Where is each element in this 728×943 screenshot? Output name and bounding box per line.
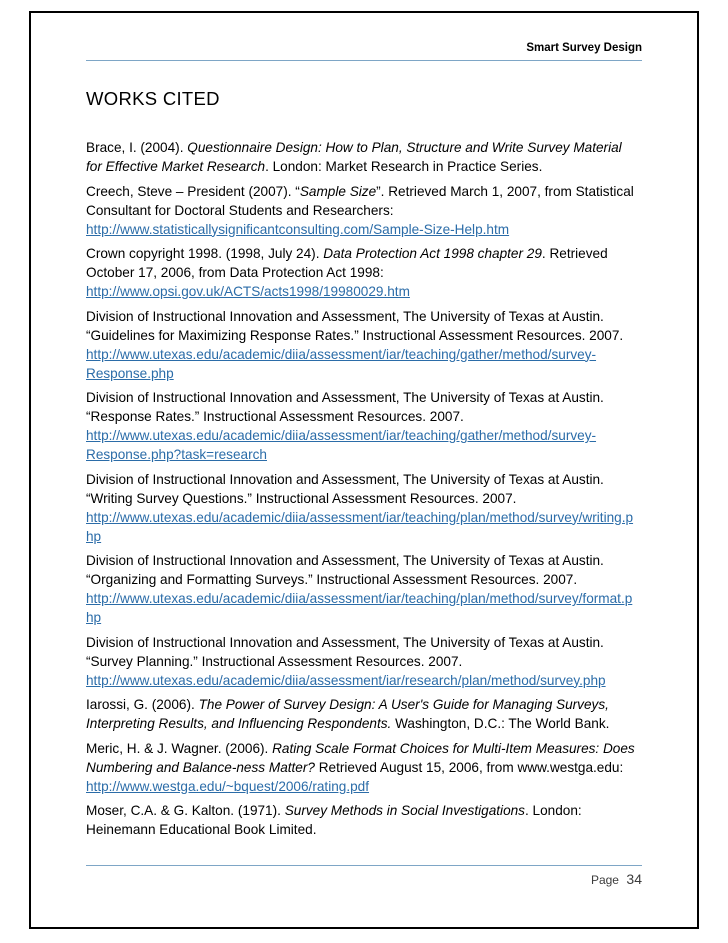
citation-link[interactable]: http://www.utexas.edu/academic/diia/assessment/iar/teaching/gather/method/survey- [86,346,597,362]
citation-line [86,589,646,608]
citation-text: Division of Instructional Innovation and Assessment, The University of Texas at Austin. [86,308,604,324]
citation-title: Survey Methods in Social Investigations [284,803,525,818]
citation-text: Iarossi, G. (2006). [86,697,199,712]
citation-entry [86,244,646,301]
citation-text: . Retrieved [541,246,608,261]
citation-title: Numbering and Balance-ness Matter? [86,759,315,775]
citation-text: “Response Rates.” Instructional Assessment Resources. 2007. [86,409,464,424]
citation-entry [86,307,646,383]
citation-text: Retrieved August 15, 2006, from www.westga.edu: [314,759,624,775]
citation-line [86,758,646,777]
citation-line [86,695,646,714]
citation-link[interactable]: http://www.utexas.edu/academic/diia/assessment/iar/teaching/plan/method/survey/format.p [86,591,633,606]
citation-link[interactable]: http://www.utexas.edu/academic/diia/assessment/iar/teaching/gather/method/survey- [86,428,597,443]
citation-text: “Writing Survey Questions.” Instructional Assessment Resources. 2007. [86,490,517,506]
citation-link[interactable]: http://www.utexas.edu/academic/diia/assessment/iar/research/plan/method/survey.php [86,672,606,688]
citation-line [86,470,646,489]
citation-text: October 17, 2006, from Data Protection Act 1998: [86,265,384,280]
citation-entry [86,801,646,839]
citation-link[interactable]: Response.php?task=research [86,447,267,462]
citation-entry [86,551,646,627]
citation-text: “Guidelines for Maximizing Response Rates.” Instructional Assessment Resources. 2007. [86,327,624,343]
citation-text: . London: Market Research in Practice Series. [265,159,543,174]
citation-line [86,777,646,796]
citation-title: Sample Size [299,183,377,199]
citation-text: “Survey Planning.” Instructional Assessment Resources. 2007. [86,653,463,669]
citation-line [86,426,646,445]
citation-entry [86,388,646,464]
citation-line [86,182,646,201]
citation-text: “Organizing and Formatting Surveys.” Instructional Assessment Resources. 2007. [86,572,578,587]
citation-line [86,608,646,627]
citation-line [86,220,646,239]
citation-title: Rating Scale Format Choices for Multi-Item Measures: Does [272,740,635,756]
citation-line [86,282,646,301]
citation-line [86,820,646,839]
citation-line [86,445,646,464]
citation-line [86,157,646,176]
citation-text: Creech, Steve – President (2007). “ [86,183,300,199]
citation-line [86,652,646,671]
citation-line [86,801,646,820]
citation-text: Brace, I. (2004). [86,140,188,155]
running-header-title: Smart Survey Design [526,42,642,54]
citation-line [86,307,646,326]
citation-title: Interpreting Results, and Influencing Respondents. [86,716,392,731]
citation-title: for Effective Market Research [86,159,266,174]
footer-rule [86,865,642,866]
citation-link[interactable]: hp [86,610,102,625]
citation-entry [86,633,646,690]
citation-text: Crown copyright 1998. (1998, July 24). [86,246,324,261]
citation-title: Data Protection Act 1998 chapter 29 [323,246,542,261]
citation-link[interactable]: Response.php [86,365,174,381]
page-footer [591,871,642,889]
citation-entry [86,138,646,176]
page-label: Page [590,873,619,887]
citation-line [86,570,646,589]
citation-text: Heinemann Educational Book Limited. [86,822,317,837]
citation-entry [86,739,646,796]
citation-line [86,527,646,546]
citation-entry [86,182,646,239]
citation-line [86,138,646,157]
citation-line [86,633,646,652]
citation-text: . London: [524,803,582,818]
citation-link[interactable]: http://www.opsi.gov.uk/ACTS/acts1998/19980029.htm [86,284,410,299]
header-rule [86,60,642,61]
page-number: 34 [626,871,642,887]
citation-text: Moser, C.A. & G. Kalton. (1971). [86,803,285,818]
citation-line [86,201,646,220]
citation-line [86,714,646,733]
citation-line [86,671,646,690]
citation-text: Division of Instructional Innovation and Assessment, The University of Texas at Austin. [86,390,604,405]
citation-line [86,407,646,426]
citation-line [86,364,646,383]
citation-text: Meric, H. & J. Wagner. (2006). [86,740,273,756]
citation-line [86,244,646,263]
citation-line [86,489,646,508]
citation-text: Washington, D.C.: The World Bank. [391,716,610,731]
citation-link[interactable]: hp [86,528,102,544]
citation-text: ”. Retrieved March 1, 2007, from Statistical [376,183,634,199]
citation-entry [86,695,646,733]
page-heading: WORKS CITED [86,88,220,109]
citation-text: Division of Instructional Innovation and Assessment, The University of Texas at Austin. [86,471,604,487]
citation-title: Questionnaire Design: How to Plan, Structure and Write Survey Material [187,140,622,155]
citation-text: Division of Instructional Innovation and Assessment, The University of Texas at Austin. [86,553,604,568]
citation-link[interactable]: http://www.statisticallysignificantconsulting.com/Sample-Size-Help.htm [86,221,510,237]
citation-line [86,263,646,282]
citation-line [86,345,646,364]
citation-link[interactable]: http://www.utexas.edu/academic/diia/assessment/iar/teaching/plan/method/survey/writing.p [86,509,634,525]
citation-text: Division of Instructional Innovation and Assessment, The University of Texas at Austin. [86,634,604,650]
works-cited-list [86,138,646,845]
citation-line [86,326,646,345]
citation-line [86,508,646,527]
citation-line [86,739,646,758]
citation-line [86,388,646,407]
citation-text: Consultant for Doctoral Students and Researchers: [86,202,394,218]
citation-link[interactable]: http://www.westga.edu/~bquest/2006/rating.pdf [86,778,370,794]
citation-entry [86,470,646,546]
citation-line [86,551,646,570]
citation-title: The Power of Survey Design: A User's Guide for Managing Surveys, [198,697,609,712]
